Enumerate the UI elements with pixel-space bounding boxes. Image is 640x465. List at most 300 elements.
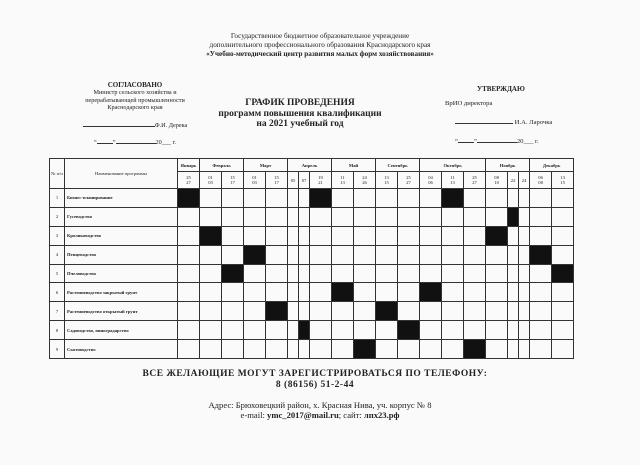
schedule-cell xyxy=(486,207,508,226)
schedule-cell xyxy=(310,207,332,226)
period-start: 19 xyxy=(318,175,323,180)
scheduled-cell xyxy=(486,226,508,245)
period-cell xyxy=(244,172,266,189)
agreed-position-3: Краснодарского края xyxy=(107,104,163,112)
schedule-cell xyxy=(530,321,552,340)
schedule-cell xyxy=(310,302,332,321)
schedule-cell xyxy=(299,207,310,226)
program-row xyxy=(50,226,574,245)
period-cell xyxy=(398,172,420,189)
schedule-cell xyxy=(376,207,398,226)
schedule-cell xyxy=(519,226,530,245)
schedule-cell xyxy=(420,340,442,359)
schedule-cell xyxy=(200,189,222,208)
program-row xyxy=(50,207,574,226)
period-end: 10 xyxy=(494,180,499,185)
schedule-cell xyxy=(288,340,299,359)
schedule-cell xyxy=(332,207,354,226)
schedule-cell xyxy=(519,283,530,302)
schedule-cell xyxy=(200,302,222,321)
schedule-cell xyxy=(398,207,420,226)
period-end: 15 xyxy=(560,180,565,185)
schedule-cell xyxy=(332,302,354,321)
period-start: 04 xyxy=(428,175,433,180)
schedule-cell xyxy=(354,189,376,208)
contact-info xyxy=(130,400,510,420)
period-end: 17 xyxy=(230,180,235,185)
program-row xyxy=(50,189,574,208)
schedule-cell xyxy=(244,302,266,321)
schedule-cell xyxy=(519,207,530,226)
schedule-cell xyxy=(200,321,222,340)
period-start: 24 xyxy=(521,177,527,183)
schedule-cell xyxy=(376,340,398,359)
schedule-cell xyxy=(464,189,486,208)
month-header: Май xyxy=(332,159,376,172)
program-name: Скотоводство xyxy=(65,340,178,359)
agreed-date: “ ” 20___ г. xyxy=(94,139,176,147)
schedule-cell xyxy=(420,264,442,283)
schedule-cell xyxy=(354,302,376,321)
schedule-cell xyxy=(486,302,508,321)
org-line-1: Государственное бюджетное образовательное учреждение xyxy=(230,32,410,40)
schedule-cell xyxy=(178,207,200,226)
program-name: Бизнес-планирование xyxy=(65,189,178,208)
contacts-line xyxy=(130,410,510,420)
schedule-cell xyxy=(530,189,552,208)
schedule-cell xyxy=(442,245,464,264)
title-line-3: на 2021 учебный год xyxy=(256,119,344,129)
schedule-cell xyxy=(442,283,464,302)
email-link[interactable]: ymc_2017@mail.ru xyxy=(267,410,339,420)
agreed-date-year: 20___ г. xyxy=(155,139,176,147)
period-start: 15 xyxy=(274,175,279,180)
schedule-cell xyxy=(552,207,574,226)
schedule-cell xyxy=(420,321,442,340)
schedule-cell xyxy=(552,189,574,208)
org-line-3: «Учебно-методический центр развития малых форм хозяйствования» xyxy=(206,50,434,58)
month-header: Октябрь xyxy=(420,159,486,172)
scheduled-cell xyxy=(442,189,464,208)
address-line: Адрес: Брюховецкий район, х. Красная Нива, уч. корпус № 8 xyxy=(208,400,432,410)
program-name: Гусеводство xyxy=(65,207,178,226)
scheduled-cell xyxy=(200,226,222,245)
schedule-cell xyxy=(332,189,354,208)
schedule-cell xyxy=(299,302,310,321)
schedule-cell xyxy=(398,283,420,302)
schedule-cell xyxy=(519,264,530,283)
program-row xyxy=(50,264,574,283)
schedule-cell xyxy=(266,207,288,226)
month-header: Сентябрь xyxy=(376,159,420,172)
schedule-cell xyxy=(486,245,508,264)
month-header: Апрель xyxy=(288,159,332,172)
schedule-cell xyxy=(200,207,222,226)
schedule-cell xyxy=(354,226,376,245)
schedule-cell xyxy=(354,264,376,283)
schedule-cell xyxy=(288,207,299,226)
agreed-heading: СОГЛАСОВАНО xyxy=(107,81,163,89)
month-header: Февраль xyxy=(200,159,244,172)
schedule-cell xyxy=(288,283,299,302)
scheduled-cell xyxy=(376,302,398,321)
schedule-cell xyxy=(178,321,200,340)
schedule-cell xyxy=(244,340,266,359)
schedule-cell xyxy=(464,283,486,302)
month-header: Декабрь xyxy=(530,159,574,172)
schedule-cell xyxy=(530,302,552,321)
scheduled-cell xyxy=(464,340,486,359)
scheduled-cell xyxy=(354,340,376,359)
registration-footer xyxy=(80,369,550,391)
schedule-cell xyxy=(376,264,398,283)
scheduled-cell xyxy=(299,321,310,340)
schedule-cell xyxy=(530,283,552,302)
period-end: 27 xyxy=(472,180,477,185)
schedule-cell xyxy=(244,189,266,208)
schedule-cell xyxy=(266,283,288,302)
schedule-cell xyxy=(376,321,398,340)
schedule-cell xyxy=(508,189,519,208)
approved-heading: УТВЕРЖДАЮ xyxy=(477,85,525,93)
schedule-cell xyxy=(288,226,299,245)
period-cell xyxy=(354,172,376,189)
schedule-cell xyxy=(266,340,288,359)
schedule-cell xyxy=(464,321,486,340)
period-start: 15 xyxy=(230,175,235,180)
program-number: 2 xyxy=(50,207,65,226)
period-start: 13 xyxy=(560,175,565,180)
schedule-cell xyxy=(519,189,530,208)
schedule-cell xyxy=(442,264,464,283)
program-name: Растениеводство открытый грунт xyxy=(65,302,178,321)
period-end: 21 xyxy=(318,180,323,185)
schedule-cell xyxy=(178,302,200,321)
period-cell xyxy=(288,172,299,189)
program-row xyxy=(50,283,574,302)
period-end: 15 xyxy=(384,180,389,185)
num-header: № п/п xyxy=(50,159,65,189)
schedule-cell xyxy=(442,340,464,359)
header-row-months xyxy=(50,159,574,172)
schedule-cell xyxy=(552,321,574,340)
period-cell xyxy=(442,172,464,189)
schedule-cell xyxy=(442,302,464,321)
period-start: 25 xyxy=(472,175,477,180)
org-line-2: дополнительного профессионального образования Краснодарского края xyxy=(209,41,431,49)
program-number: 7 xyxy=(50,302,65,321)
schedule-cell xyxy=(222,189,244,208)
schedule-cell xyxy=(442,207,464,226)
schedule-cell xyxy=(310,321,332,340)
schedule-cell xyxy=(420,189,442,208)
program-name-header: Наименование программы xyxy=(65,159,178,189)
agreed-signer: Ф.И. Дерека xyxy=(154,121,188,129)
schedule-cell xyxy=(464,245,486,264)
period-start: 07 xyxy=(301,177,307,183)
schedule-cell xyxy=(376,283,398,302)
schedule-cell xyxy=(332,321,354,340)
schedule-cell xyxy=(398,226,420,245)
schedule-cell xyxy=(376,245,398,264)
program-row xyxy=(50,245,574,264)
agreed-position-1: Министр сельского хозяйства и xyxy=(93,89,177,97)
period-end: 13 xyxy=(340,180,345,185)
schedule-cell xyxy=(310,283,332,302)
registration-phone: 8 (86156) 51-2-44 xyxy=(275,380,355,390)
schedule-cell xyxy=(222,245,244,264)
period-cell xyxy=(420,172,442,189)
schedule-cell xyxy=(222,321,244,340)
scheduled-cell xyxy=(222,264,244,283)
schedule-cell xyxy=(266,321,288,340)
schedule-cell xyxy=(354,321,376,340)
period-cell xyxy=(222,172,244,189)
schedule-cell xyxy=(200,264,222,283)
title-line-2: программ повышения квалификации xyxy=(218,108,382,119)
schedule-cell xyxy=(299,226,310,245)
schedule-cell xyxy=(332,264,354,283)
schedule-cell xyxy=(266,245,288,264)
schedule-cell xyxy=(486,321,508,340)
period-cell xyxy=(332,172,354,189)
schedule-cell xyxy=(442,321,464,340)
schedule-cell xyxy=(508,302,519,321)
period-cell xyxy=(376,172,398,189)
period-end: 26 xyxy=(362,180,367,185)
schedule-cell xyxy=(200,340,222,359)
schedule-cell xyxy=(486,283,508,302)
period-start: 05 xyxy=(290,177,296,183)
schedule-cell xyxy=(508,321,519,340)
schedule-cell xyxy=(178,340,200,359)
schedule-cell xyxy=(299,340,310,359)
schedule-cell xyxy=(332,226,354,245)
scheduled-cell xyxy=(398,321,420,340)
month-header: Январь xyxy=(178,159,200,172)
program-number: 4 xyxy=(50,245,65,264)
program-number: 3 xyxy=(50,226,65,245)
schedule-cell xyxy=(288,302,299,321)
schedule-cell xyxy=(178,264,200,283)
schedule-cell xyxy=(299,245,310,264)
schedule-cell xyxy=(288,321,299,340)
schedule-cell xyxy=(530,340,552,359)
approved-date-year: 20___ г. xyxy=(516,138,539,145)
approved-block xyxy=(445,85,605,146)
program-row xyxy=(50,321,574,340)
schedule-cell xyxy=(332,340,354,359)
schedule-cell xyxy=(244,226,266,245)
period-end: 27 xyxy=(406,180,411,185)
period-cell xyxy=(519,172,530,189)
scheduled-cell xyxy=(266,302,288,321)
period-end: 03 xyxy=(252,180,257,185)
approved-signature-line xyxy=(445,117,605,127)
period-start: 25 xyxy=(406,175,411,180)
schedule-cell xyxy=(508,245,519,264)
schedule-cell xyxy=(288,264,299,283)
scheduled-cell xyxy=(508,207,519,226)
schedule-cell xyxy=(519,302,530,321)
schedule-cell xyxy=(530,264,552,283)
period-cell xyxy=(464,172,486,189)
organization-header xyxy=(130,32,510,59)
email-label: e-mail: xyxy=(240,410,265,420)
schedule-cell xyxy=(244,283,266,302)
scheduled-cell xyxy=(244,245,266,264)
schedule-cell xyxy=(288,245,299,264)
site-label: ; сайт: xyxy=(338,410,362,420)
program-number: 9 xyxy=(50,340,65,359)
program-name: Растениеводство закрытый грунт xyxy=(65,283,178,302)
program-name: Пчеловодство xyxy=(65,264,178,283)
schedule-cell xyxy=(310,245,332,264)
period-cell xyxy=(508,172,519,189)
program-number: 6 xyxy=(50,283,65,302)
schedule-cell xyxy=(310,264,332,283)
program-number: 1 xyxy=(50,189,65,208)
schedule-cell xyxy=(486,264,508,283)
period-cell xyxy=(486,172,508,189)
schedule-cell xyxy=(464,226,486,245)
schedule-table xyxy=(49,158,574,359)
scheduled-cell xyxy=(552,264,574,283)
schedule-cell xyxy=(299,189,310,208)
schedule-cell xyxy=(332,245,354,264)
schedule-cell xyxy=(552,226,574,245)
period-cell xyxy=(530,172,552,189)
scheduled-cell xyxy=(530,245,552,264)
schedule-cell xyxy=(398,189,420,208)
schedule-cell xyxy=(266,264,288,283)
schedule-cell xyxy=(530,207,552,226)
period-start: 01 xyxy=(208,175,213,180)
schedule-cell xyxy=(486,189,508,208)
schedule-cell xyxy=(464,207,486,226)
schedule-cell xyxy=(398,245,420,264)
schedule-cell xyxy=(464,302,486,321)
schedule-cell xyxy=(508,226,519,245)
schedule-cell xyxy=(552,340,574,359)
schedule-cell xyxy=(266,226,288,245)
schedule-cell xyxy=(398,340,420,359)
schedule-cell xyxy=(442,226,464,245)
schedule-cell xyxy=(299,283,310,302)
schedule-cell xyxy=(222,207,244,226)
schedule-cell xyxy=(420,226,442,245)
schedule-cell xyxy=(310,226,332,245)
program-row xyxy=(50,302,574,321)
period-end: 27 xyxy=(186,180,191,185)
schedule-cell xyxy=(244,264,266,283)
scheduled-cell xyxy=(178,189,200,208)
period-start: 22 xyxy=(510,177,516,183)
schedule-cell xyxy=(288,189,299,208)
schedule-cell xyxy=(552,245,574,264)
schedule-cell xyxy=(222,302,244,321)
period-cell xyxy=(299,172,310,189)
schedule-cell xyxy=(519,321,530,340)
schedule-cell xyxy=(354,245,376,264)
scheduled-cell xyxy=(332,283,354,302)
schedule-cell xyxy=(222,283,244,302)
month-header: Март xyxy=(244,159,288,172)
schedule-cell xyxy=(530,226,552,245)
site-link[interactable]: лпх23.рф xyxy=(363,410,400,420)
schedule-cell xyxy=(376,189,398,208)
period-start: 01 xyxy=(252,175,257,180)
schedule-cell xyxy=(178,283,200,302)
schedule-cell xyxy=(519,245,530,264)
period-cell xyxy=(178,172,200,189)
schedule-cell xyxy=(244,207,266,226)
program-number: 5 xyxy=(50,264,65,283)
title-line-1: ГРАФИК ПРОВЕДЕНИЯ xyxy=(245,98,355,108)
schedule-cell xyxy=(420,302,442,321)
schedule-cell xyxy=(508,283,519,302)
month-header: Ноябрь xyxy=(486,159,530,172)
schedule-cell xyxy=(508,264,519,283)
schedule-cell xyxy=(299,264,310,283)
period-start: 11 xyxy=(450,175,455,180)
approved-signer: И.А. Ларочка xyxy=(514,119,553,126)
schedule-cell xyxy=(200,283,222,302)
period-end: 17 xyxy=(274,180,279,185)
schedule-cell xyxy=(376,226,398,245)
schedule-cell xyxy=(420,207,442,226)
period-end: 13 xyxy=(450,180,455,185)
schedule-cell xyxy=(222,226,244,245)
period-start: 24 xyxy=(362,175,367,180)
schedule-cell xyxy=(178,226,200,245)
period-end: 08 xyxy=(538,180,543,185)
period-start: 13 xyxy=(384,175,389,180)
document-title xyxy=(180,98,420,130)
scheduled-cell xyxy=(420,283,442,302)
agreed-position-2: перерабатывающей промышленности xyxy=(85,96,185,104)
approved-position: ВрИО директора xyxy=(445,100,493,107)
period-cell xyxy=(552,172,574,189)
period-end: 06 xyxy=(428,180,433,185)
period-start: 11 xyxy=(340,175,345,180)
schedule-cell xyxy=(464,264,486,283)
schedule-cell xyxy=(552,302,574,321)
program-number: 8 xyxy=(50,321,65,340)
period-cell xyxy=(310,172,332,189)
period-cell xyxy=(200,172,222,189)
scheduled-cell xyxy=(310,189,332,208)
schedule-cell xyxy=(266,189,288,208)
schedule-cell xyxy=(244,321,266,340)
schedule-cell xyxy=(398,302,420,321)
schedule-cell xyxy=(222,340,244,359)
schedule-cell xyxy=(354,207,376,226)
schedule-cell xyxy=(200,245,222,264)
schedule-cell xyxy=(398,264,420,283)
period-start: 08 xyxy=(494,175,499,180)
schedule-cell xyxy=(486,340,508,359)
schedule-cell xyxy=(354,283,376,302)
program-row xyxy=(50,340,574,359)
program-name: Садоводство, виноградарство xyxy=(65,321,178,340)
schedule-cell xyxy=(420,245,442,264)
program-name: Кролиководство xyxy=(65,226,178,245)
schedule-cell xyxy=(508,340,519,359)
schedule-cell xyxy=(178,245,200,264)
schedule-cell xyxy=(552,283,574,302)
program-name: Птицеводство xyxy=(65,245,178,264)
